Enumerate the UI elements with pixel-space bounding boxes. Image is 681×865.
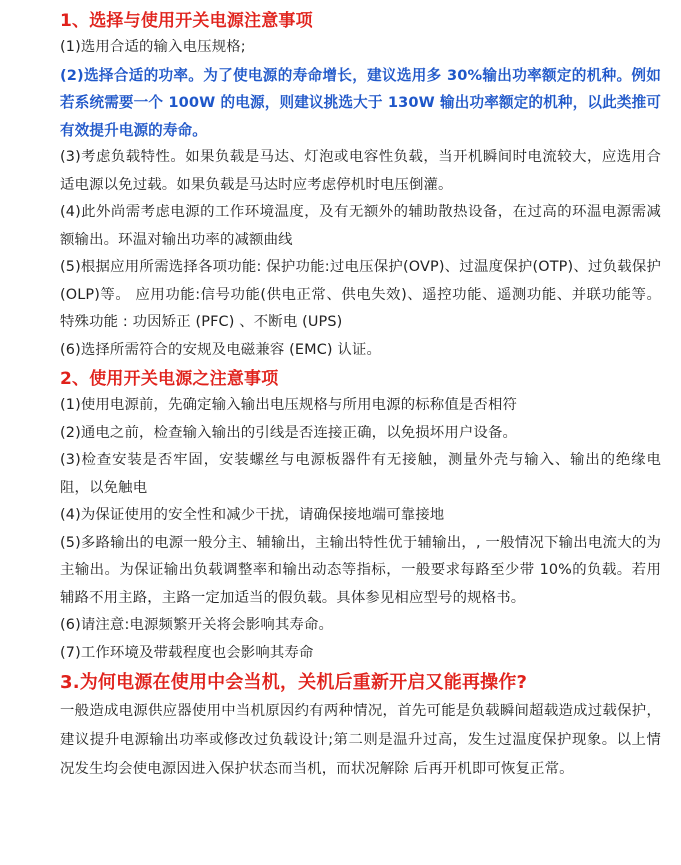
section-2-item-6: (6)请注意:电源频繁开关将会影响其寿命。 xyxy=(60,617,334,633)
section-1-item-5: (5)根据应用所需选择各项功能: 保护功能:过电压保护(OVP)、过温度保护(OTP)、过负载保护(OLP)等。 应用功能:信号功能(供电正常、供电失效)、遥控功能、遥测功能、并联功能等。 特殊功能 : 功因矫正 (PFC) 、不断电 (UPS) xyxy=(60,259,661,330)
section-2-item-5: (5)多路输出的电源一般分主、辅输出，主输出特性优于辅输出，, 一般情况下输出电流大的为主输出。为保证输出负载调整率和输出动态等指标，一般要求每路至少带 10%的负载。若用辅路不用主路，主路一定加适当的假负载。具体参见相应型号的规格书。 xyxy=(60,534,661,606)
section-2-item-3: (3)检查安装是否牢固，安装螺丝与电源板器件有无接触，测量外壳与输入、输出的绝缘电阻，以免触电 xyxy=(60,452,661,496)
section-1-title: 1、选择与使用开关电源注意事项 xyxy=(60,11,313,31)
section-2-item-2: (2)通电之前，检查输入输出的引线是否连接正确，以免损坏用户设备。 xyxy=(60,424,518,441)
section-2-title: 2、使用开关电源之注意事项 xyxy=(60,369,279,389)
section-3-body: 一般造成电源供应器使用中当机原因约有两种情况，首先可能是负载瞬间超载造成过载保护，建议提升电源输出功率或修改过负载设计;第二则是温升过高，发生过温度保护现象。以上情况发生均会使电源因进入保护状态而当机，而状况解除 后再开机即可恢复正常。 xyxy=(60,703,661,777)
section-2-item-4: (4)为保证使用的安全性和减少干扰，请确保接地端可靠接地 xyxy=(60,507,445,523)
section-1-item-1: (1)选用合适的输入电压规格; xyxy=(60,39,246,55)
section-1-item-2-highlight: (2)选择合适的功率。为了使电源的寿命增长，建议选用多 30%输出功率额定的机种。例如若系统需要一个 100W 的电源，则建议挑选大于 130W 输出功率额定的机种，以此类推可有效提升电源的寿命。 xyxy=(60,66,661,139)
section-2-item-7: (7)工作环境及带载程度也会影响其寿命 xyxy=(60,644,314,661)
section-2-item-1: (1)使用电源前，先确定输入输出电压规格与所用电源的标称值是否相符 xyxy=(60,397,518,413)
section-1-item-6: (6)选择所需符合的安规及电磁兼容 (EMC) 认证。 xyxy=(60,341,382,358)
section-3-title: 3.为何电源在使用中会当机，关机后重新开启又能再操作? xyxy=(60,672,528,693)
section-1-item-3: (3)考虑负载特性。如果负载是马达、灯泡或电容性负载，当开机瞬间时电流较大，应选用合适电源以免过载。如果负载是马达时应考虑停机时电压倒灌。 xyxy=(60,149,661,193)
section-1-item-4: (4)此外尚需考虑电源的工作环境温度，及有无额外的辅助散热设备，在过高的环温电源需减额输出。环温对输出功率的减额曲线 xyxy=(60,204,661,248)
